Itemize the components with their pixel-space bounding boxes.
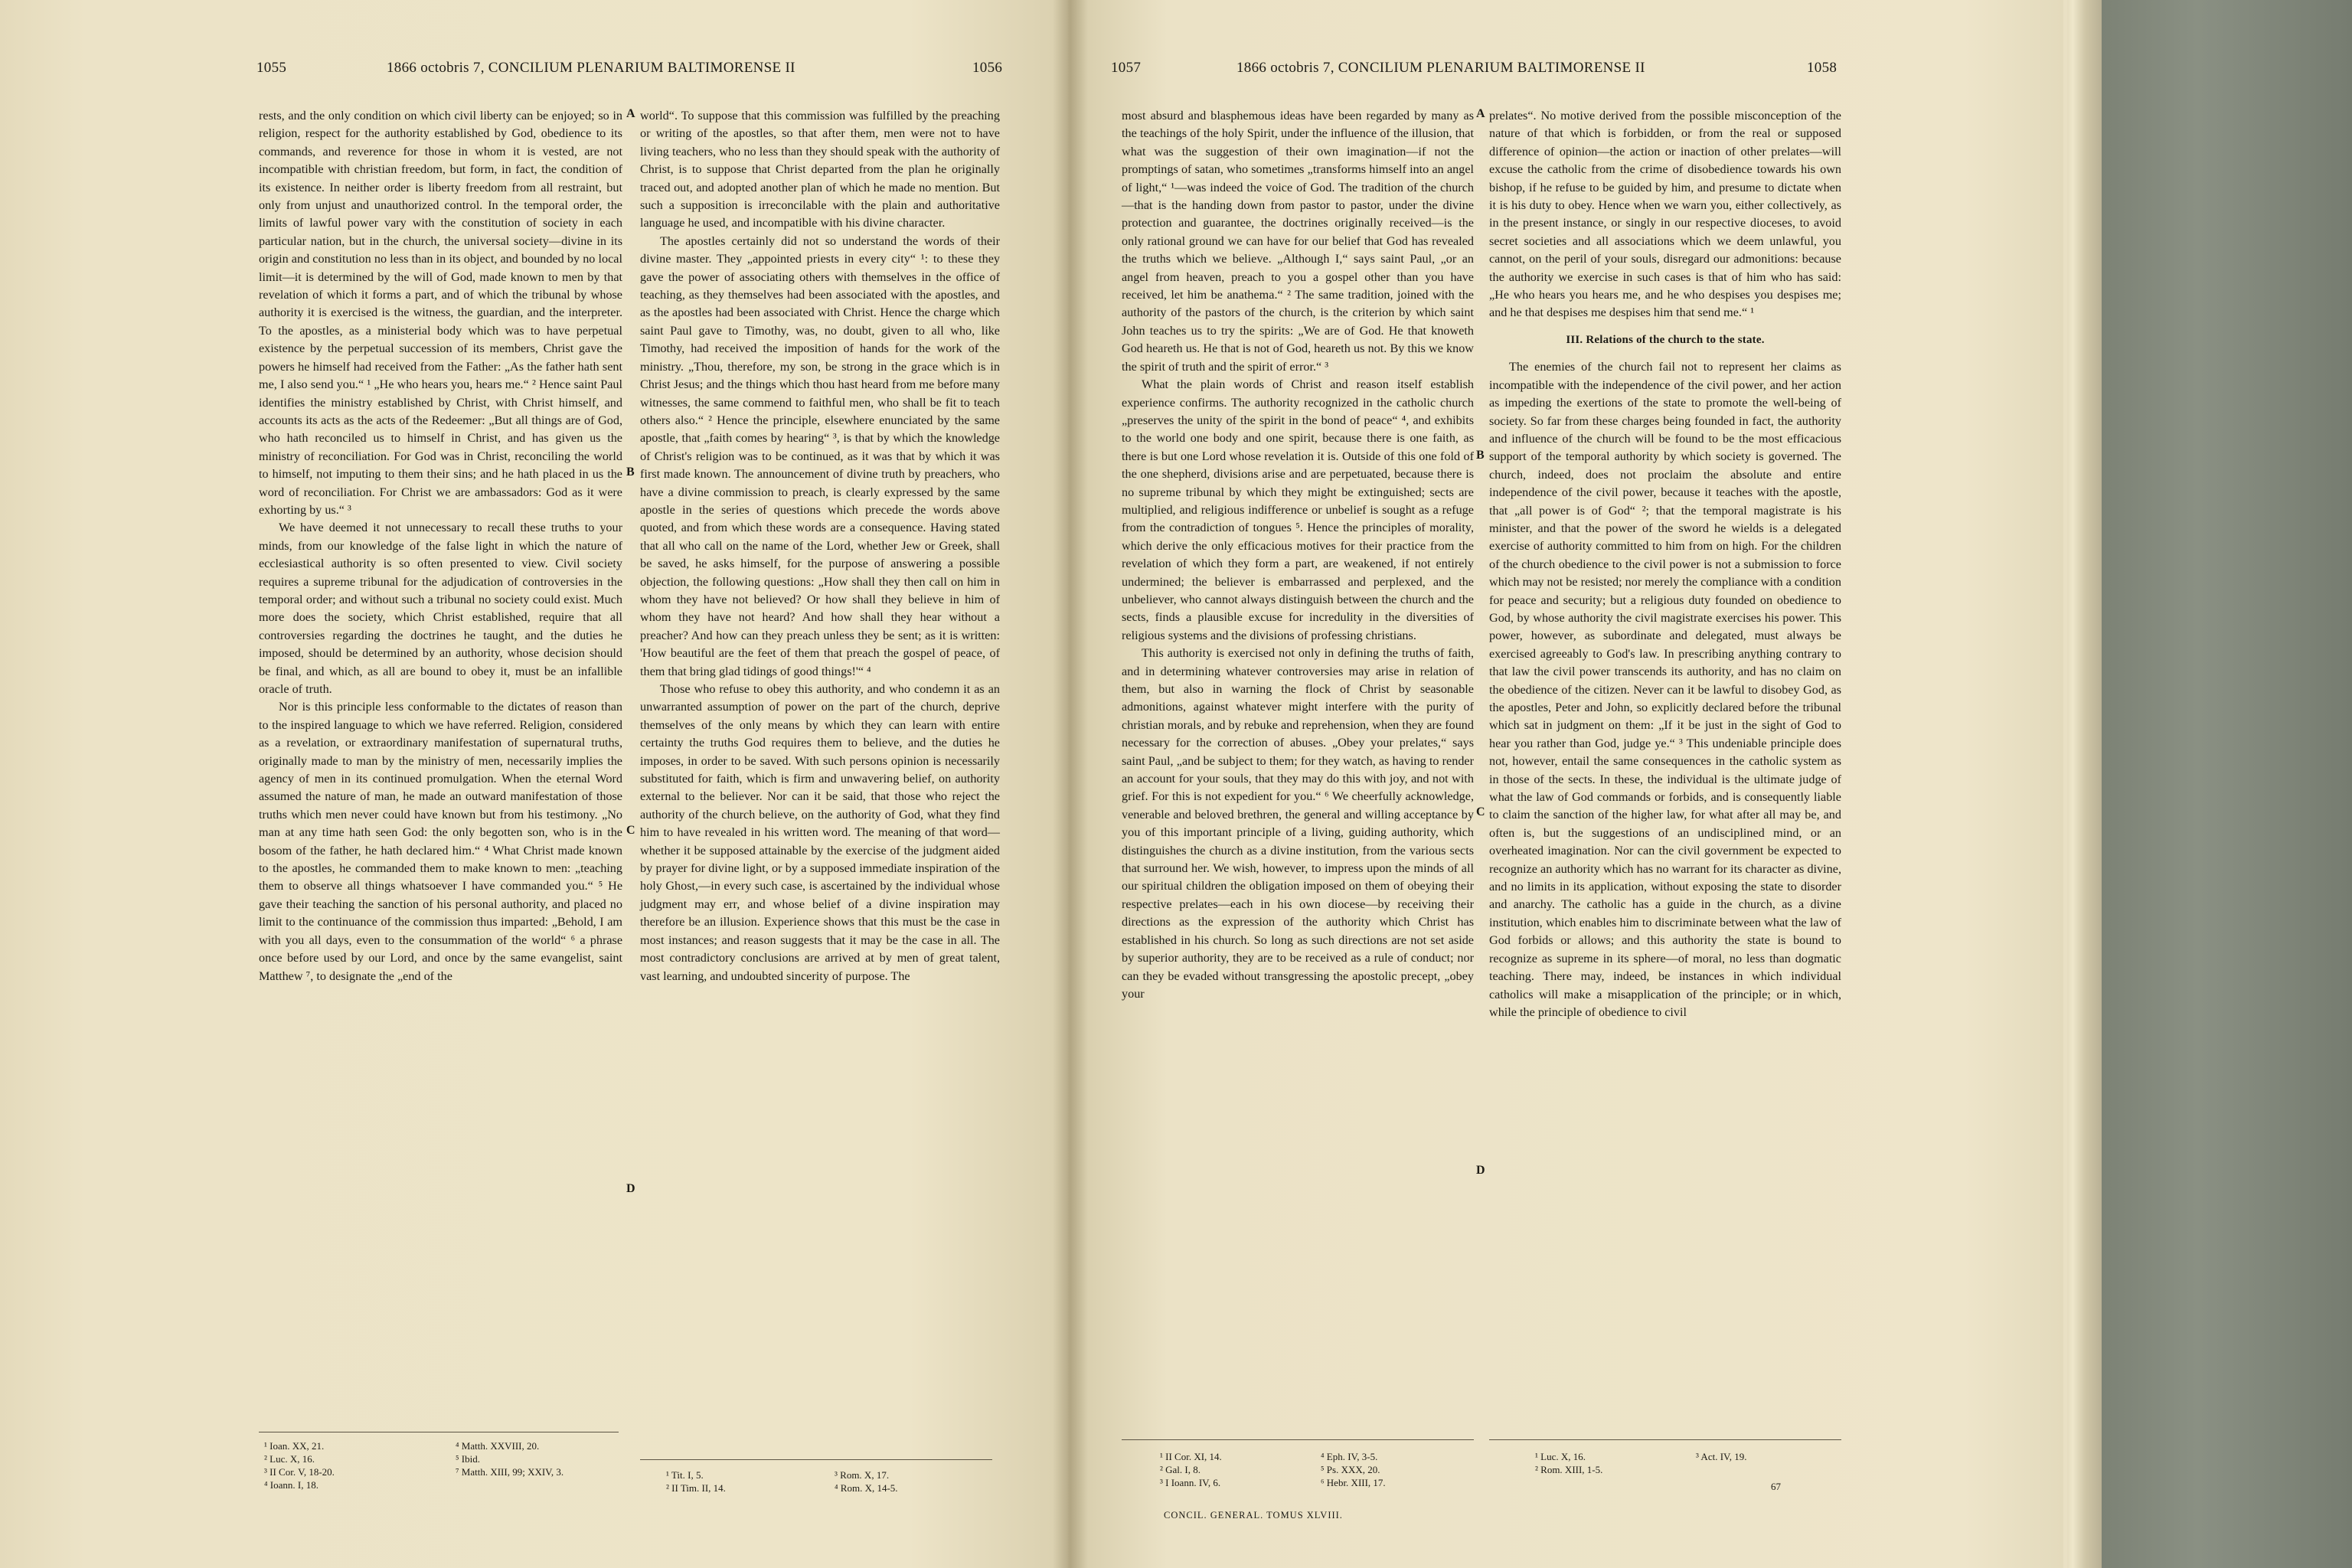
left-footnotes-col2 bbox=[666, 1468, 995, 1494]
footnote: ⁴ Eph. IV, 3-5. bbox=[1321, 1451, 1378, 1462]
footnote: ³ II Cor. V, 18-20. bbox=[264, 1466, 335, 1478]
footnote: ² Luc. X, 16. bbox=[264, 1453, 315, 1465]
right-column-2 bbox=[1489, 107, 1841, 1021]
right-page bbox=[1068, 0, 2063, 1568]
footnote-row bbox=[1160, 1476, 1481, 1489]
paragraph: most absurd and blasphemous ideas have been regarded by many as the teachings of the holy Spirit, under the influence of the illusion, that what was the suggestion of their own imagination—if not the promptings of satan, who sometimes „transforms himself into an angel of light,“ ¹—was indeed the voice of God. The tradition of the church—that is the handing down from pastor to pastor, under the divine protection and guarantee, the doctrines originally received—is the only rational ground we can have for our belief that God has revealed the truths which we believe. „Although I,“ says saint Paul, „or an angel from heaven, preach to you a gospel other than you have received, let him be anathema.“ ² The same tradition, joined with the authority of the pastors of the church, is the criterion by which saint John teaches us to try the spirits: „We are of God. He that knoweth God heareth us. He that is not of God, heareth us not. By this we know the spirit of truth and the spirit of error.“ ³ bbox=[1122, 109, 1474, 374]
footnote: ³ I Ioann. IV, 6. bbox=[1160, 1477, 1221, 1488]
footnote-rule bbox=[1122, 1439, 1474, 1440]
section-heading: III. Relations of the church to the state. bbox=[1566, 333, 1765, 346]
footnote-rule bbox=[1489, 1439, 1841, 1440]
section-letter-c: C bbox=[1476, 805, 1485, 818]
footnote-row bbox=[666, 1481, 995, 1494]
footnote: ⁴ Matth. XXVIII, 20. bbox=[456, 1440, 540, 1452]
paragraph: The apostles certainly did not so understand the words of their divine master. They „appointed priests in every city“ ¹: to these they gave the power of associating others with themselves in the office of teaching, as they themselves had been associated with the apostles, and as the apostles had been associated with Christ. Hence the charge which saint Paul gave to Timothy, was, no doubt, given to all who, like Timothy, had received the imposition of hands for the work of the ministry. „Thou, therefore, my son, be strong in the grace which is in Christ Jesus; and the things which thou hast heard from me before many witnesses, the same commend to faithful men, who shall be fit to teach others also.“ ² Hence the principle, elsewhere enunciated by the same apostle, that „faith comes by hearing“ ³, is that by which the knowledge of Christ's religion was to be continued, as it was that by which it was first made known. The announcement of divine truth by preachers, who have a divine commission to preach, is clearly expressed by the same apostle in the series of questions which precede the words above quoted, and from which these words are a consequence. Having stated that all who call on the name of the Lord, whether Jew or Greek, shall be saved, he asks himself, for the purpose of answering a possible objection, the following questions: „How shall they then call on him in whom they have not believed? Or how shall they believe in him of whom they have not heard? And how shall they hear without a preacher? And how can they preach unless they be sent; as it is written: 'How beautiful are the feet of them that preach the gospel of peace, of them that bring glad tidings of good things!'“ ⁴ bbox=[640, 234, 1000, 678]
paragraph: Those who refuse to obey this authority, and who condemn it as an unwarranted assumption of power on the part of the church, deprive themselves of the only means by which they can learn with entire certainty the truths God requires them to believe, and the duties he imposes, in order to be saved. With such persons opinion is necessarily substituted for faith, which is firm and unwavering belief, on authority external to the believer. Nor can it be said, that those who reject the authority of the church believe, on the authority of God, what they find him to have revealed in his written word. The meaning of that word—whether it be supposed attainable by the exercise of the judgment aided by prayer for divine light, or by a supposed immediate inspiration of the holy Ghost,—in every such case, is ascertained by the individual whose judgment may err, and whose belief of a divine inspiration may therefore be an illusion. Experience shows that this must be the case in most instances; and reason suggests that it may be the case in all. The most contradictory conclusions are arrived at by men of great talent, vast learning, and undoubted sincerity of purpose. The bbox=[640, 682, 1000, 983]
footnote-row bbox=[1535, 1463, 1841, 1476]
scanner-background bbox=[2094, 0, 2352, 1568]
left-footnotes-col1 bbox=[264, 1439, 616, 1491]
left-running-title: 1866 octobris 7, CONCILIUM PLENARIUM BALTIMORENSE II bbox=[387, 60, 795, 76]
footnote: ⁴ Rom. X, 14-5. bbox=[835, 1482, 898, 1494]
footnote: ¹ Tit. I, 5. bbox=[666, 1469, 704, 1481]
footnote-row bbox=[666, 1468, 995, 1481]
footnote: ² Rom. XIII, 1-5. bbox=[1535, 1464, 1603, 1475]
section-letter-d: D bbox=[626, 1182, 635, 1195]
footnote-rule bbox=[640, 1459, 992, 1460]
footnote: ² II Tim. II, 14. bbox=[666, 1482, 726, 1494]
section-letter-d: D bbox=[1476, 1164, 1485, 1177]
section-letter-b: B bbox=[626, 466, 635, 479]
right-column-1 bbox=[1122, 107, 1474, 1003]
section-letter-c: C bbox=[626, 824, 635, 837]
footnote: ¹ Ioan. XX, 21. bbox=[264, 1440, 325, 1452]
paragraph: Nor is this principle less conformable to the dictates of reason than to the inspired language to which we have referred. Religion, considered as a revelation, or extraordinary manifestation of supernatural truths, originally made to man by the ministry of men, necessarily implies the agency of men in its continued promulgation. When the eternal Word assumed the nature of man, he made an outward manifestation of those truths which men never could have known but from his testimony. „No man at any time hath seen God: the only begotten son, who is in the bosom of the father, he hath declared him.“ ⁴ What Christ made known to the apostles, he commanded them to make known to men: „teaching them to observe all things whatsoever I have commanded you.“ ⁵ He gave their teaching the sanction of his personal authority, and placed no limit to the continuance of the commission thus imparted: „Behold, I am with you all days, even to the consummation of the world“ ⁶ a phrase once before used by our Lord, and once by the same evangelist, saint Matthew ⁷, to designate the „end of the bbox=[259, 700, 622, 983]
footnote-row bbox=[1160, 1450, 1481, 1463]
paragraph: world“. To suppose that this commission was fulfilled by the preaching or writing of the apostles, so that after them, men were not to have living teachers, who no less than they should speak with the authority of Christ, is to suppose that Christ departed from the plan he originally traced out, and adopted another plan of which he made no mention. But such a supposition is irreconcilable with the plain and authoritative language he used, and incompatible with his divine character. bbox=[640, 109, 1000, 230]
footnote-row bbox=[1535, 1450, 1841, 1463]
footnote-row bbox=[264, 1452, 616, 1465]
footnote: ² Gal. I, 8. bbox=[1160, 1464, 1200, 1475]
footnote-row bbox=[1160, 1463, 1481, 1476]
left-page bbox=[0, 0, 1068, 1568]
footnote: ⁴ Ioann. I, 18. bbox=[264, 1479, 318, 1491]
paragraph: We have deemed it not unnecessary to recall these truths to your minds, from our knowledge of the false light in which the nature of ecclesiastical authority is so often presented to view. Civil society requires a supreme tribunal for the adjudication of controversies in the temporal order; and without such a tribunal no society could exist. Much more does the society, which Christ established, require that all controversies regarding the doctrines he taught, and the duties he imposed, should be determined by an authority, whose decision should be final, and which, as all are bound to obey it, must be an infallible oracle of truth. bbox=[259, 521, 622, 696]
right-page-number-inner: 1057 bbox=[1111, 60, 1142, 76]
section-letter-a: A bbox=[626, 107, 635, 120]
footnote: ¹ II Cor. XI, 14. bbox=[1160, 1451, 1222, 1462]
right-page-number-outer: 1058 bbox=[1807, 60, 1838, 76]
section-letter-a: A bbox=[1476, 107, 1485, 120]
footnote: ¹ Luc. X, 16. bbox=[1535, 1451, 1586, 1462]
paragraph: This authority is exercised not only in defining the truths of faith, and in determining whatever controversies may arise in relation of them, but also in warning the flock of Christ by seasonable admonitions, against whatever might interfere with the purity of christian morals, and by rebuke and reprehension, when they are found necessary for the correction of abuses. „Obey your prelates,“ says saint Paul, „and be subject to them; for they watch, as having to render an account for your souls, that they may do this with joy, and not with grief. For this is not expedient for you.“ ⁶ We cheerfully acknowledge, venerable and beloved brethren, the general and willing acceptance by you of this important principle of a living, guiding authority, which distinguishes the church as a divine institution, from the various sects that surround her. We wish, however, to impress upon the minds of all our spiritual children the obligation imposed on them of obeying their respective prelates—each in his own diocese—by receiving their directions as the expression of the authority which Christ has established in his church. So long as such directions are not set aside by superior authority, they are to be received as a rule of conduct; nor can they be evaded without transgressing the apostolic precept, „obey your bbox=[1122, 646, 1474, 1001]
footnote-row bbox=[264, 1478, 616, 1491]
footnote: ³ Act. IV, 19. bbox=[1696, 1451, 1747, 1462]
footnote: ⁶ Hebr. XIII, 17. bbox=[1321, 1477, 1386, 1488]
footnote: ³ Rom. X, 17. bbox=[835, 1469, 890, 1481]
paragraph: What the plain words of Christ and reason itself establish experience confirms. The authority recognized in the catholic church „preserves the unity of the spirit in the bond of peace“ ⁴, and exhibits to the world one body and one spirit, because there is one faith, as there is but one Lord whose revelation it is. Outside of this one fold of the one shepherd, divisions arise and are perpetuated, because there is no supreme tribunal by which they might be extinguished; sects are multiplied, and religious indifference or unbelief is sought as a refuge from the contradiction of tongues ⁵. Hence the principles of morality, which derive the only efficacious motives for their practice from the revelation of which they form a part, are weakened, if not entirely undermined; the believer is embarrassed and perplexed, and the unbeliever, who cannot always distinguish between the church and the sects, finds a plausible excuse for incredulity in the diversities of religious systems and the divisions of professing christians. bbox=[1122, 377, 1474, 642]
footnote-row bbox=[264, 1439, 616, 1452]
paragraph: The enemies of the church fail not to represent her claims as incompatible with the independence of the civil power, and her action as impeding the exertions of the state to promote the well-being of society. So far from these charges being founded in fact, the authority and influence of the church will be found to be the most efficacious support of the temporal authority by which society is governed. The church, indeed, does not proclaim the absolute and entire independence of the civil power, because it teaches with the apostle, that „all power is of God“ ²; that the temporal magistrate is his minister, and that the power of the sword he wields is a delegated exercise of authority committed to him from on high. For the children of the church obedience to the civil power is not a submission to force which may not be resisted; nor merely the compliance with a condition for peace and security; but a religious duty founded on obedience to God, by whose authority the civil magistrate exercises his power. This power, however, as subordinate and delegated, must always be exercised agreeably to God's law. In prescribing anything contrary to that law the civil power transcends its authority, and has no claim on the obedience of the citizen. Never can it be lawful to disobey God, as the apostles, Peter and John, so explicitly declared before the tribunal which sat in judgment on them: „If it be just in the sight of God to hear you rather than God, judge ye.“ ³ This undeniable principle does not, however, entail the same consequences in the catholic system as in those of the sects. In these, the individual is the ultimate judge of what the law of God commands or forbids, and is consequently liable to claim the sanction of the higher law, for what after all may be, and often is, but the suggestions of an undisciplined mind, or an overheated imagination. Nor can the civil government be expected to recognize an authority which has no warrant for its character as divine, and no limits in its application, without exposing the state to disorder and anarchy. The catholic has a guide in the church, as a divine institution, which enables him to discriminate between what the law of God forbids or allows; and this authority the state is bound to recognize as supreme in its sphere—of moral, no less than dogmatic teaching. There may, indeed, be instances in which individual catholics will make a misapplication of the principle; or in which, while the principle of obedience to civil bbox=[1489, 360, 1841, 1019]
left-column-2 bbox=[640, 107, 1000, 985]
left-column-1 bbox=[259, 107, 622, 985]
footnote: ⁵ Ps. XXX, 20. bbox=[1321, 1464, 1380, 1475]
footnote-row bbox=[264, 1465, 616, 1478]
footnote: ⁵ Ibid. bbox=[456, 1453, 480, 1465]
left-page-number-outer: 1055 bbox=[256, 60, 287, 76]
right-footnotes-col1 bbox=[1160, 1450, 1481, 1489]
signature-mark: 67 bbox=[1771, 1481, 1781, 1492]
section-letter-b: B bbox=[1476, 449, 1485, 462]
paragraph: prelates“. No motive derived from the possible misconception of the nature of that which is forbidden, or from the real or supposed difference of opinion—the action or inaction of other prelates—will excuse the catholic from the crime of disobedience towards his own bishop, if he refuse to be guided by him, and presume to dictate when it is his duty to obey. Hence when we warn you, either collectively, as in the present instance, or singly in our respective dioceses, to avoid secret societies and all associations which we deem unlawful, you cannot, on the peril of your souls, disregard our admonitions: because the authority we exercise in such cases is that of him who has said: „He who hears you hears me, and he who despises you despises me; and he that despises me despises him that send me.“ ¹ bbox=[1489, 109, 1841, 320]
right-footnotes-col2 bbox=[1535, 1450, 1841, 1476]
tome-line: CONCIL. GENERAL. TOMUS XLVIII. bbox=[1164, 1510, 1343, 1521]
footnote: ⁷ Matth. XIII, 99; XXIV, 3. bbox=[456, 1466, 564, 1478]
paragraph: rests, and the only condition on which civil liberty can be enjoyed; so in religion, respect for the authority established by God, obedience to its commands, and reverence for those in whom it is vested, are not incompatible with christian freedom, but form, in fact, the condition of its existence. In neither order is liberty freedom from all restraint, but only from unjust and unauthorized control. In the temporal order, the limits of lawful power vary with the constitution of society in each particular nation, but in the church, the universal society—divine in its origin and constitution no less than in its object, and bounded by no local limit—it is determined by the will of God, made known to men by that revelation of which it forms a part, and of which the tribunal by whose authority it is exercised is the witness, the guardian, and the interpreter. To the apostles, as a ministerial body which was to have perpetual existence by the perpetual succession of its members, Christ gave the powers he himself had received from the Father: „As the father hath sent me, I also send you.“ ¹ „He who hears you, hears me.“ ² Hence saint Paul identifies the ministry established by Christ, with Christ himself, and accounts its acts as the acts of the Redeemer: „But all things are of God, who hath reconciled us to himself in Christ, and has given us the ministry of reconciliation. For God was in Christ, reconciling the world to himself, not imputing to them their sins; and he hath placed in us the word of reconciliation. For Christ we are ambassadors: God as it were exhorting by us.“ ³ bbox=[259, 109, 622, 517]
right-running-title: 1866 octobris 7, CONCILIUM PLENARIUM BALTIMORENSE II bbox=[1236, 60, 1645, 76]
book-gutter bbox=[1053, 0, 1088, 1568]
left-page-number-inner: 1056 bbox=[972, 60, 1003, 76]
